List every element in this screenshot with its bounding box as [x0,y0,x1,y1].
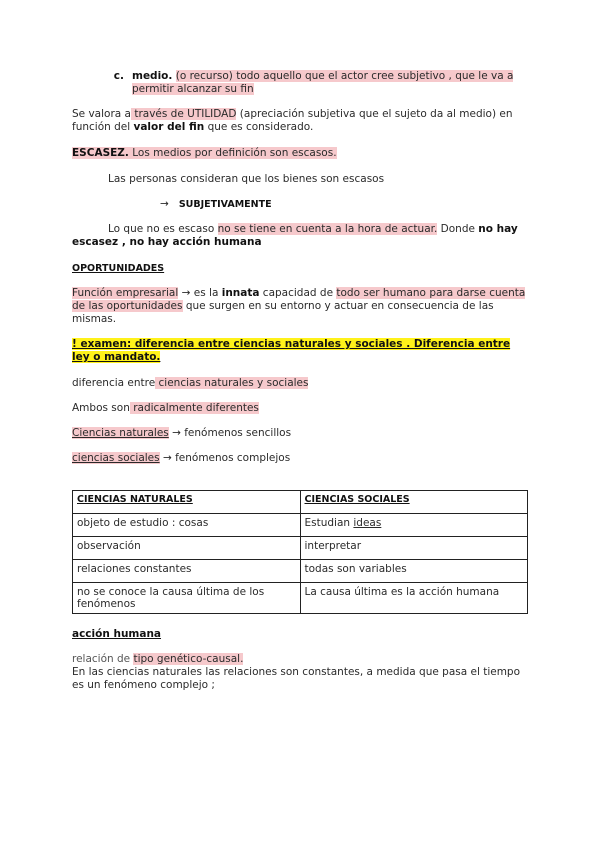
table-cell: Estudian ideas [300,514,528,537]
table-row [73,537,528,560]
diferencia-line [72,377,528,390]
table-header: CIENCIAS SOCIALES [300,491,528,514]
table-cell: no se conoce la causa última de los fenómenos [73,583,301,614]
innata-bold: innata [221,287,260,299]
escasez-paragraph [72,147,528,160]
diferencia-pre: diferencia entre [72,377,156,389]
ciencias-naturales: Ciencias naturales [72,427,169,439]
relacion-pre: relación de [72,653,134,665]
examen-note [72,338,528,364]
subjetivamente-line [160,198,528,211]
valor-del-fin: valor del fin [133,121,205,133]
table-cell: interpretar [300,537,528,560]
oportunidades-title: OPORTUNIDADES [72,263,165,274]
item-c-medio [72,70,528,96]
sociales-post: → fenómenos complejos [159,452,291,464]
examen-text: ! examen: diferencia entre ciencias naturales y sociales . Diferencia entre ley o mandato. [72,338,511,363]
escasez-title: ESCASEZ. [72,147,129,159]
funcion-paragraph [72,287,528,326]
ideas-word: ideas [353,517,382,529]
escasez-text: Los medios por definición son escasos. [128,147,337,159]
no-escaso-paragraph [72,223,528,249]
accion-humana-title: acción humana [72,628,162,640]
comparison-table [72,490,528,614]
subjetivamente-label: SUBJETIVAMENTE [178,199,272,210]
utilidad-paragraph [72,108,528,134]
personas-line: Las personas consideran que los bienes son escasos [108,173,385,185]
naturales-line [72,427,528,440]
ambos-highlight: radicalmente diferentes [129,402,259,414]
utilidad-mid: (apreciación subjetiva que el sujeto da al medio) en función del [72,108,513,133]
utilidad-post: que es considerado. [204,121,314,133]
no-escaso-highlight: no se tiene en cuenta a la hora de actuar. [217,223,438,235]
sociales-line [72,452,528,465]
list-marker: c. [113,70,124,82]
funcion-highlight: todo ser humano para darse cuenta de las oportunidades [72,287,526,312]
table-cell: todas son variables [300,560,528,583]
table-row [73,583,528,614]
arrow-icon: → [160,198,169,210]
naturales-paragraph: En las ciencias naturales las relaciones son constantes, a medida que pasa el tiempo es un fenómeno complejo ; [72,666,521,691]
table-header-row [73,491,528,514]
naturales-post: → fenómenos sencillos [168,427,292,439]
medio-definition: (o recurso) todo aquello que el actor cree subjetivo , que le va a permitir alcanzar su fin [132,70,514,95]
no-escaso-mid: Donde [437,223,479,235]
funcion-post: que surgen en su entorno y actuar en consecuencia de las mismas. [72,300,494,325]
funcion-mid2: capacidad de [259,287,337,299]
table-row [73,560,528,583]
table-cell: La causa última es la acción humana [300,583,528,614]
diferencia-highlight: ciencias naturales y sociales [155,377,309,389]
relacion-line [72,653,528,666]
funcion-mid1: → es la [178,287,222,299]
table-cell: observación [73,537,301,560]
table-header: CIENCIAS NATURALES [73,491,301,514]
no-escaso-pre: Lo que no es escaso [108,223,218,235]
ambos-pre: Ambos son [72,402,130,414]
relacion-highlight: tipo genético-causal. [133,653,244,665]
table-cell: relaciones constantes [73,560,301,583]
ambos-line [72,402,528,415]
utilidad-pre: Se valora a [72,108,131,120]
term-medio: medio. [132,70,173,82]
utilidad-highlight: través de UTILIDAD [130,108,237,120]
funcion-empresarial: Función empresarial [72,287,179,299]
table-cell: objeto de estudio : cosas [73,514,301,537]
table-row [73,514,528,537]
ciencias-sociales: ciencias sociales [72,452,160,464]
no-escasez-bold: no hay escasez , no hay acción humana [72,223,518,248]
